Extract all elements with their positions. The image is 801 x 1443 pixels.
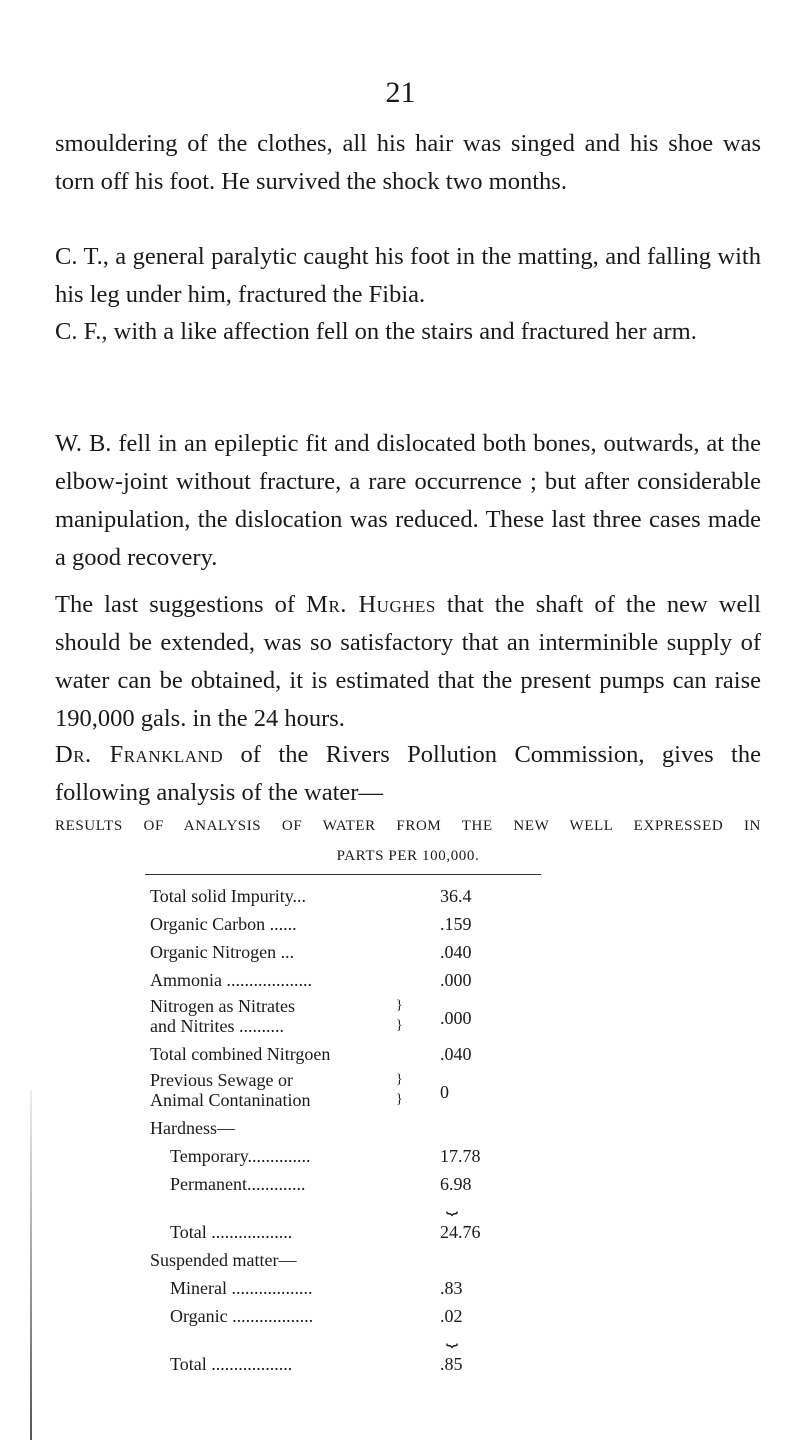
person-name-frankland: Dr. Frankland <box>55 741 224 768</box>
table-row <box>150 1350 540 1378</box>
row-label: Organic Carbon ...... <box>150 914 297 934</box>
row-value: .83 <box>440 1278 463 1298</box>
row-label: Organic .................. <box>170 1306 314 1326</box>
analysis-heading-line2: PARTS PER 100,000. <box>336 848 480 864</box>
row-label-line: Animal Contanination <box>150 1090 311 1110</box>
table-row <box>150 1040 540 1068</box>
table-row <box>150 1142 540 1170</box>
table-row <box>150 938 540 966</box>
sum-brace-mark: ⏟ <box>446 1325 458 1347</box>
row-value: 24.76 <box>440 1222 481 1242</box>
binding-edge-mark <box>30 1090 32 1440</box>
row-label: Organic Nitrogen ... <box>150 942 295 962</box>
analysis-heading-line1: RESULTS OF ANALYSIS OF WATER FROM THE NEW WELL EXPRESSED IN <box>55 818 761 834</box>
table-row <box>150 1218 540 1246</box>
row-value: 6.98 <box>440 1174 472 1194</box>
row-value: .85 <box>440 1354 463 1374</box>
row-value: 0 <box>440 1082 449 1102</box>
row-label: Total .................. <box>170 1354 293 1374</box>
row-label: Suspended matter— <box>150 1250 297 1270</box>
paragraph-cf-case: C. F., with a like affection fell on the stairs and fractured her arm. <box>55 318 697 345</box>
paragraph-ct-case: C. T., a general paralytic caught his foot in the matting, and falling with his leg under him, fractured the Fibia. <box>55 243 761 308</box>
sum-brace-row <box>150 1193 540 1218</box>
row-value: .040 <box>440 1044 472 1064</box>
row-label: Total combined Nitrgoen <box>150 1044 331 1064</box>
table-row <box>150 994 540 1040</box>
table-row <box>150 882 540 910</box>
row-label: Permanent............. <box>170 1174 306 1194</box>
paragraph-wb-case: W. B. fell in an epileptic fit and dislocated both bones, outwards, at the elbow-joint without fracture, a rare occurrence ; but after considerable manipulation, the dislocation was reduced. These last three cases made a good recovery. <box>55 430 761 571</box>
table-row <box>150 1114 540 1142</box>
row-label-line: Previous Sewage or <box>150 1070 293 1090</box>
paragraph-new-well-text-b: that the shaft of the new well should be extended, was so satisfactory that an interminible supply of water can be obtained, it is estimated that the present pumps can raise 190,000 gals. in the 24 hours. <box>55 591 761 732</box>
row-label-line: and Nitrites .......... <box>150 1016 284 1036</box>
analysis-table <box>150 882 540 1378</box>
row-label-line: Nitrogen as Nitrates <box>150 996 295 1016</box>
page-number: 21 <box>385 76 416 109</box>
table-row <box>150 1170 540 1198</box>
row-label: Total .................. <box>170 1222 293 1242</box>
row-label: Mineral .................. <box>170 1278 313 1298</box>
paragraph-frankland <box>55 736 761 812</box>
table-row <box>150 1302 540 1330</box>
row-value: .040 <box>440 942 472 962</box>
row-value: .000 <box>440 970 472 990</box>
row-label <box>150 996 295 1036</box>
row-value: .159 <box>440 914 472 934</box>
person-name-hughes: Mr. Hughes <box>306 591 436 618</box>
row-label <box>150 1070 310 1110</box>
sum-brace-mark: ⏟ <box>446 1193 458 1215</box>
row-label: Ammonia ................... <box>150 970 312 990</box>
paragraph-smouldering: smouldering of the clothes, all his hair was singed and his shoe was torn off his foot. He survived the shock two months. <box>55 130 761 195</box>
sum-brace-row <box>150 1325 540 1350</box>
table-top-rule <box>145 874 541 875</box>
row-label: Total solid Impurity... <box>150 886 307 906</box>
paragraph-frankland-text: of the Rivers Pollution Commission, gives the following analysis of the water— <box>55 741 761 806</box>
table-row <box>150 1068 540 1114</box>
row-label: Hardness— <box>150 1118 235 1138</box>
analysis-heading <box>55 811 761 871</box>
table-row <box>150 966 540 994</box>
table-row <box>150 1274 540 1302</box>
row-value: .02 <box>440 1306 463 1326</box>
paragraph-new-well-text-a: The last suggestions of <box>55 591 307 618</box>
paragraph-new-well <box>55 586 761 738</box>
brace-mark: } } <box>396 1072 403 1107</box>
row-value: 36.4 <box>440 886 472 906</box>
table-row <box>150 910 540 938</box>
row-value: 17.78 <box>440 1146 481 1166</box>
row-value: .000 <box>440 1008 472 1028</box>
row-label: Temporary.............. <box>170 1146 311 1166</box>
brace-mark: } } <box>396 998 403 1033</box>
table-row <box>150 1246 540 1274</box>
